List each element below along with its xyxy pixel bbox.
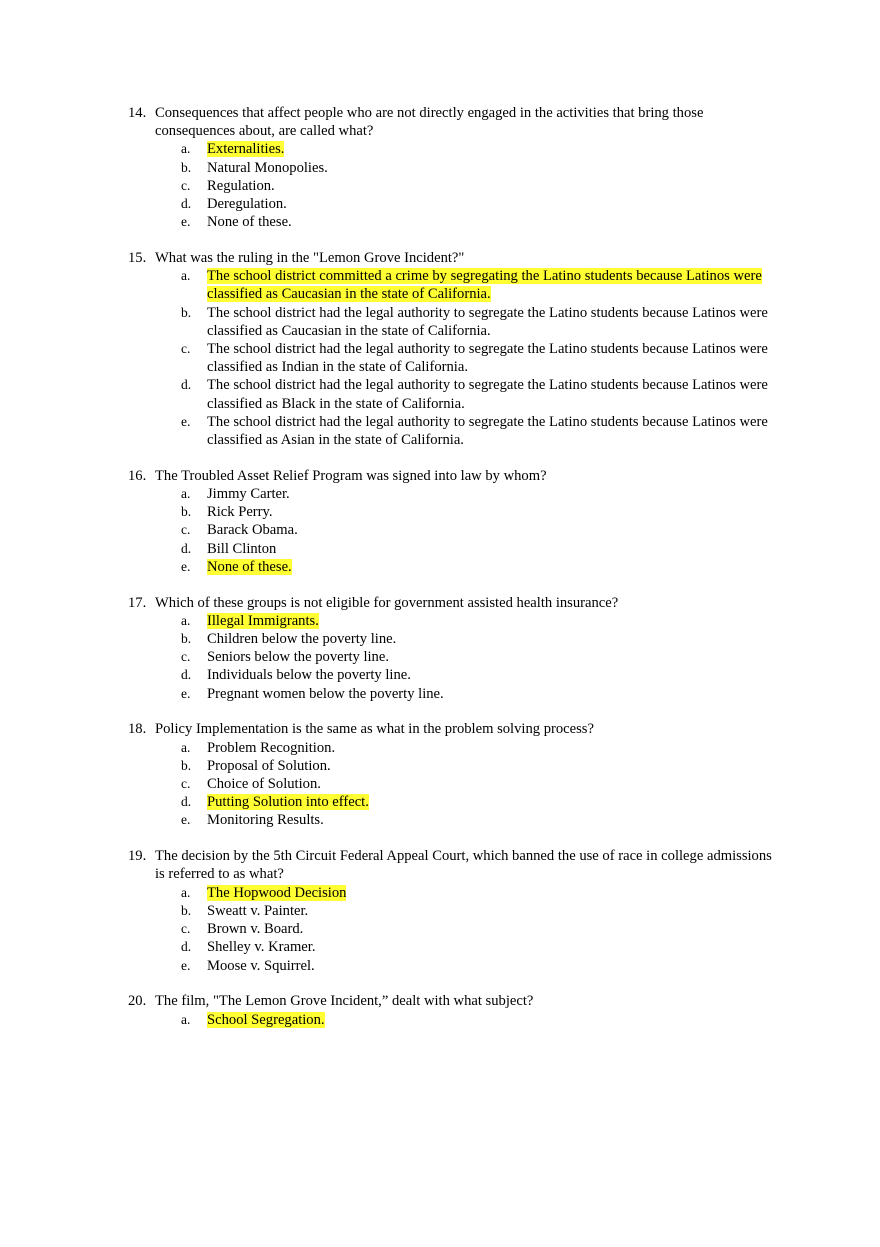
answer-option xyxy=(0,739,787,757)
answer-option xyxy=(0,521,787,539)
option-letter: e. xyxy=(181,957,191,973)
question-text: The decision by the 5th Circuit Federal Appeal Court, which banned the use of race in college admissions is referred to as what? xyxy=(155,848,772,883)
option-letter: a. xyxy=(181,612,191,628)
option-letter: a. xyxy=(181,486,191,502)
answer-options xyxy=(0,140,880,231)
answer-option xyxy=(0,920,787,938)
option-text: Shelley v. Kramer. xyxy=(207,939,316,956)
question-text: Which of these groups is not eligible for government assisted health insurance? xyxy=(155,594,619,611)
option-letter: b. xyxy=(181,304,192,320)
question-14 xyxy=(0,104,880,231)
answer-option xyxy=(0,884,787,902)
option-text: Bill Clinton xyxy=(207,540,277,557)
option-text: The school district had the legal authority to segregate the Latino students because Latinos were classified as Asian in the state of California. xyxy=(207,413,768,449)
question-number: 15. xyxy=(128,250,147,267)
question-text: The film, "The Lemon Grove Incident,” dealt with what subject? xyxy=(155,993,534,1010)
highlighted-answer: School Segregation. xyxy=(207,1011,325,1028)
option-text: Deregulation. xyxy=(207,196,287,213)
answer-options xyxy=(0,612,880,703)
question-text: Consequences that affect people who are not directly engaged in the activities that bring those consequences about, are called what? xyxy=(155,105,704,140)
option-text: Sweatt v. Painter. xyxy=(207,902,309,919)
option-letter: a. xyxy=(181,141,191,157)
answer-option xyxy=(0,540,787,558)
option-text: Moose v. Squirrel. xyxy=(207,957,315,974)
answer-option xyxy=(0,612,787,630)
answer-option xyxy=(0,340,787,376)
option-letter: c. xyxy=(181,921,191,937)
highlighted-answer: Illegal Immigrants. xyxy=(207,612,319,629)
option-text: Natural Monopolies. xyxy=(207,159,328,176)
answer-option xyxy=(0,140,787,158)
answer-option xyxy=(0,775,787,793)
highlighted-answer: The school district committed a crime by segregating the Latino students because Latinos were classified as Caucasian in the state of California. xyxy=(207,268,762,303)
option-text: Problem Recognition. xyxy=(207,739,336,756)
option-letter: a. xyxy=(181,884,191,900)
option-text: Brown v. Board. xyxy=(207,921,304,938)
answer-option xyxy=(0,811,787,829)
option-letter: c. xyxy=(181,522,191,538)
option-letter: b. xyxy=(181,159,192,175)
option-text: Regulation. xyxy=(207,177,275,194)
question-number: 18. xyxy=(128,721,147,738)
option-letter: b. xyxy=(181,631,192,647)
option-text: None of these. xyxy=(207,214,292,231)
option-text: Seniors below the poverty line. xyxy=(207,649,389,666)
answer-option xyxy=(0,376,787,412)
answer-option xyxy=(0,938,787,956)
option-letter: c. xyxy=(181,649,191,665)
question-16 xyxy=(0,467,880,576)
option-text: The school district had the legal authority to segregate the Latino students because Latinos were classified as Black in the state of California. xyxy=(207,377,768,412)
answer-options xyxy=(0,739,880,830)
question-19 xyxy=(0,847,880,974)
option-letter: d. xyxy=(181,540,192,556)
highlighted-answer: None of these. xyxy=(207,558,292,575)
answer-option xyxy=(0,957,787,975)
highlighted-answer: Putting Solution into effect. xyxy=(207,794,369,811)
answer-options xyxy=(0,1011,880,1029)
option-letter: c. xyxy=(181,341,191,357)
option-text: Choice of Solution. xyxy=(207,776,321,793)
highlighted-answer: Externalities. xyxy=(207,141,285,158)
answer-option xyxy=(0,159,787,177)
question-number: 14. xyxy=(128,105,147,121)
option-text: Monitoring Results. xyxy=(207,812,324,829)
question-17 xyxy=(0,594,880,703)
option-letter: e. xyxy=(181,558,191,574)
option-text: Barack Obama. xyxy=(207,522,298,539)
answer-option xyxy=(0,1011,787,1029)
option-text: Children below the poverty line. xyxy=(207,631,397,648)
answer-option xyxy=(0,666,787,684)
option-letter: b. xyxy=(181,757,192,773)
option-text: Rick Perry. xyxy=(207,504,273,521)
answer-option xyxy=(0,902,787,920)
option-text: The school district had the legal authority to segregate the Latino students because Latinos were classified as Caucasian in the state of California. xyxy=(207,304,768,339)
option-text: Jimmy Carter. xyxy=(207,486,290,503)
option-letter: d. xyxy=(181,667,192,683)
answer-option xyxy=(0,195,787,213)
option-text: Pregnant women below the poverty line. xyxy=(207,685,444,702)
question-15 xyxy=(0,249,880,449)
question-text: What was the ruling in the "Lemon Grove Incident?" xyxy=(155,250,465,267)
answer-option xyxy=(0,793,787,811)
answer-option xyxy=(0,413,787,449)
answer-option xyxy=(0,757,787,775)
answer-option xyxy=(0,648,787,666)
option-letter: e. xyxy=(181,812,191,828)
option-letter: d. xyxy=(181,377,192,393)
option-letter: b. xyxy=(181,504,192,520)
question-number: 17. xyxy=(128,594,147,611)
option-text: Individuals below the poverty line. xyxy=(207,667,411,684)
option-letter: b. xyxy=(181,902,192,918)
answer-option xyxy=(0,503,787,521)
answer-option xyxy=(0,558,787,576)
question-18 xyxy=(0,720,880,829)
option-letter: e. xyxy=(181,413,191,429)
question-number: 20. xyxy=(128,993,147,1010)
option-text: Proposal of Solution. xyxy=(207,757,331,774)
option-letter: d. xyxy=(181,196,192,212)
option-letter: e. xyxy=(181,685,191,701)
question-text: The Troubled Asset Relief Program was signed into law by whom? xyxy=(155,467,547,484)
option-letter: d. xyxy=(181,939,192,955)
question-text: Policy Implementation is the same as what in the problem solving process? xyxy=(155,721,594,738)
option-letter: d. xyxy=(181,794,192,810)
option-letter: c. xyxy=(181,776,191,792)
answer-option xyxy=(0,213,787,231)
answer-option xyxy=(0,630,787,648)
option-letter: e. xyxy=(181,214,191,230)
question-20 xyxy=(0,992,880,1028)
option-text: The school district had the legal authority to segregate the Latino students because Latinos were classified as Indian in the state of California. xyxy=(207,341,768,376)
document-page xyxy=(0,104,880,1046)
option-letter: a. xyxy=(181,1011,191,1027)
option-letter: a. xyxy=(181,739,191,755)
option-letter: a. xyxy=(181,268,191,284)
answer-options xyxy=(0,267,880,449)
answer-options xyxy=(0,884,880,975)
option-letter: c. xyxy=(181,177,191,193)
answer-option xyxy=(0,685,787,703)
answer-option xyxy=(0,177,787,195)
highlighted-answer: The Hopwood Decision xyxy=(207,884,347,901)
answer-options xyxy=(0,485,880,576)
question-number: 16. xyxy=(128,467,147,484)
answer-option xyxy=(0,304,787,340)
answer-option xyxy=(0,485,787,503)
answer-option xyxy=(0,267,787,303)
question-number: 19. xyxy=(128,848,147,865)
